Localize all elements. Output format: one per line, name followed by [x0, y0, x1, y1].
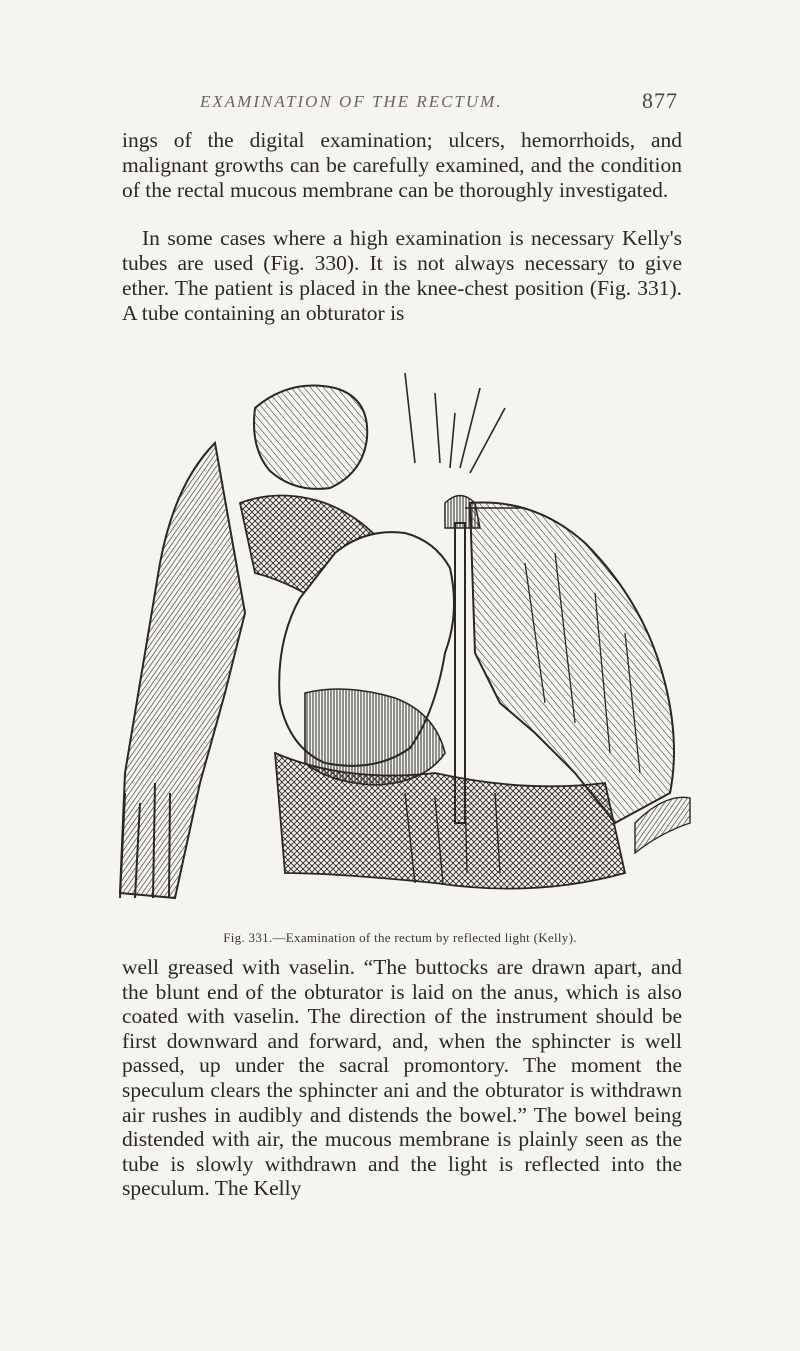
page-number: 877: [642, 88, 678, 113]
engraving-illustration: [105, 353, 705, 928]
paragraph-2: In some cases where a high examination is necessary Kelly's tubes are used (Fig. 330). It is not always necessary to give ether. The patient is placed in the knee-chest position (Fig. 331). A tube containing an obturator is: [122, 226, 682, 325]
paragraph-1: ings of the digital examination; ulcers, hemorrhoids, and malignant growths can be carefully examined, and the condition of the rectal mucous membrane can be thoroughly investigated.: [122, 128, 682, 202]
running-head-title: EXAMINATION OF THE RECTUM.: [200, 92, 503, 111]
figure-illustration: [105, 353, 705, 928]
figure-caption: Fig. 331.—Examination of the rectum by reflected light (Kelly).: [223, 930, 577, 945]
running-head: [0, 88, 800, 118]
paragraph-3: well greased with vaselin. “The buttocks are drawn apart, and the blunt end of the obturator is laid on the anus, which is also coated with vaselin. The direction of the instrument should be first downward and forward, and, when the sphincter is well passed, up under the sacral promontory. The moment the speculum clears the sphincter ani and the obturator is withdrawn air rushes in audibly and distends the bowel.” The bowel being distended with air, the mucous membrane is plainly seen as the tube is slowly withdrawn and the light is reflected into the speculum. The Kelly: [122, 955, 682, 1201]
